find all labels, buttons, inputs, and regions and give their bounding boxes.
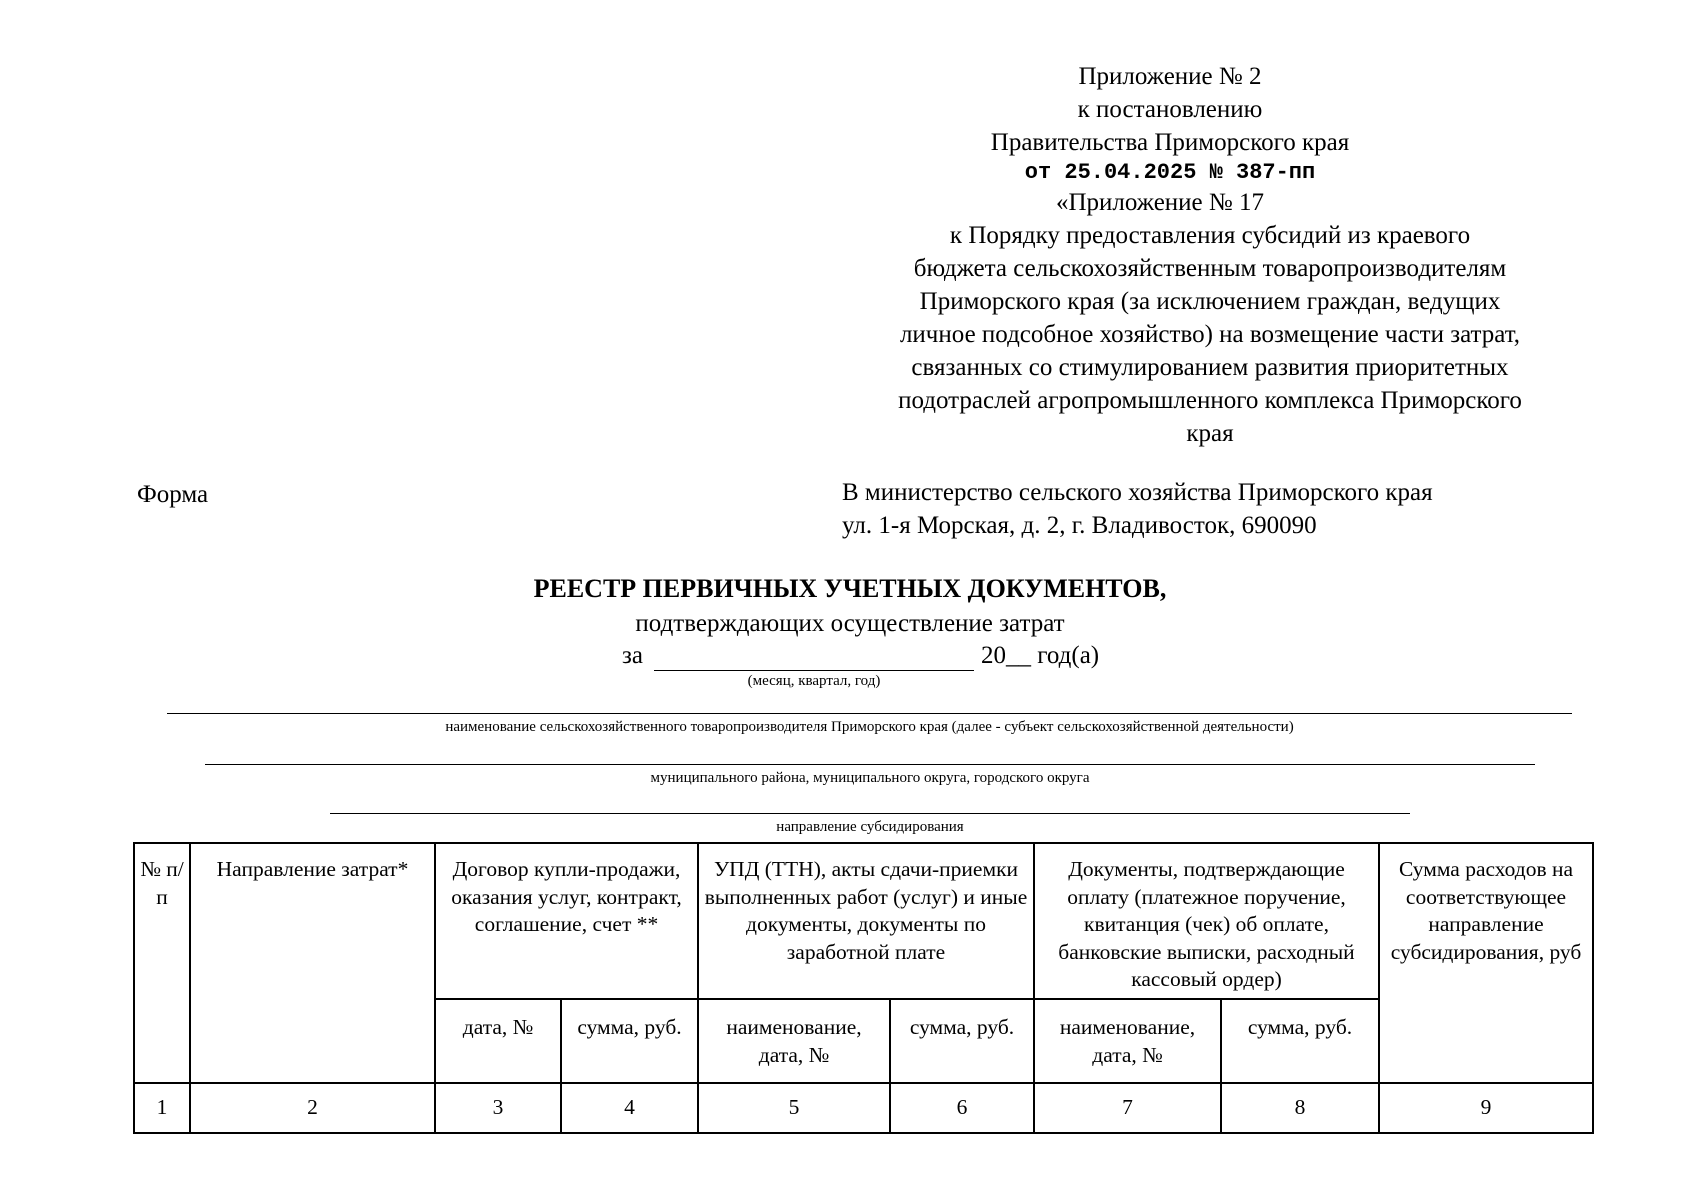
decree-reference: от 25.04.2025 № 387-пп — [1024, 160, 1316, 185]
order-line: личное подсобное хозяйство) на возмещение части затрат, — [899, 321, 1521, 348]
order-line: к Порядку предоставления субсидий из краевого — [949, 222, 1471, 249]
order-line: связанных со стимулированием развития приоритетных — [911, 354, 1509, 381]
column-number-cell: 7 — [1034, 1083, 1221, 1133]
column-number-cell: 6 — [890, 1083, 1034, 1133]
producer-name-caption: наименование сельскохозяйственного товаропроизводителя Приморского края (далее - субъект сельскохозяйственной деятельности) — [445, 719, 1294, 735]
order-line: Приморского края (за исключением граждан, ведущих — [919, 288, 1501, 315]
appendix-title: Приложение № 2 — [1078, 63, 1262, 90]
period-prefix: за — [622, 642, 643, 669]
addressee-line1: В министерство сельского хозяйства Приморского края — [842, 479, 1433, 506]
period-hint: (месяц, квартал, год) — [747, 673, 881, 689]
column-number-cell: 3 — [435, 1083, 561, 1133]
district-caption: муниципального района, муниципального округа, городского округа — [650, 770, 1090, 786]
column-number-cell: 1 — [134, 1083, 190, 1133]
district-line — [205, 764, 1535, 765]
order-line: бюджета сельскохозяйственным товаропроизводителям — [913, 255, 1507, 282]
subheader-cell-sum: сумма, руб. — [890, 999, 1034, 1083]
column-number-row — [134, 1083, 1593, 1133]
header-cell-contract: Договор купли-продажи, оказания услуг, контракт, соглашение, счет ** — [435, 843, 698, 999]
header-cell-total-expenses: Сумма расходов на соответствующее направление субсидирования, руб — [1379, 843, 1593, 1083]
appendix-line3: Правительства Приморского края — [990, 129, 1350, 156]
register-subtitle: подтверждающих осуществление затрат — [635, 610, 1065, 637]
subheader-cell-sum: сумма, руб. — [1221, 999, 1379, 1083]
register-table — [133, 842, 1594, 1134]
column-number-cell: 2 — [190, 1083, 435, 1133]
subheader-cell-date-number: дата, № — [435, 999, 561, 1083]
inner-appendix-title: «Приложение № 17 — [1055, 189, 1265, 216]
subheader-cell-sum: сумма, руб. — [561, 999, 698, 1083]
subheader-cell-name-date-number: наименование, дата, № — [1034, 999, 1221, 1083]
addressee-line2: ул. 1-я Морская, д. 2, г. Владивосток, 690090 — [842, 512, 1317, 539]
order-line: подотраслей агропромышленного комплекса Приморского — [898, 387, 1522, 414]
period-blank-line — [654, 670, 974, 671]
header-cell-cost-direction: Направление затрат* — [190, 843, 435, 1083]
column-number-cell: 9 — [1379, 1083, 1593, 1133]
direction-caption: направление субсидирования — [776, 819, 964, 835]
form-label: Форма — [137, 481, 209, 508]
header-cell-upd-acts: УПД (ТТН), акты сдачи-приемки выполненных работ (услуг) и иные документы, документы по заработной плате — [698, 843, 1034, 999]
appendix-line2: к постановлению — [1077, 96, 1263, 123]
column-number-cell: 4 — [561, 1083, 698, 1133]
column-number-cell: 5 — [698, 1083, 890, 1133]
header-cell-number: № п/п — [134, 843, 190, 1083]
column-number-cell: 8 — [1221, 1083, 1379, 1133]
register-title: РЕЕСТР ПЕРВИЧНЫХ УЧЕТНЫХ ДОКУМЕНТОВ, — [533, 574, 1167, 603]
period-year: 20__ год(а) — [981, 642, 1100, 669]
header-cell-payment-docs: Документы, подтверждающие оплату (платежное поручение, квитанция (чек) об оплате, банковские выписки, расходный кассовый ордер) — [1034, 843, 1379, 999]
direction-line — [330, 813, 1410, 814]
producer-name-line — [167, 713, 1572, 714]
subheader-cell-name-date-number: наименование, дата, № — [698, 999, 890, 1083]
order-line: края — [1186, 420, 1234, 447]
